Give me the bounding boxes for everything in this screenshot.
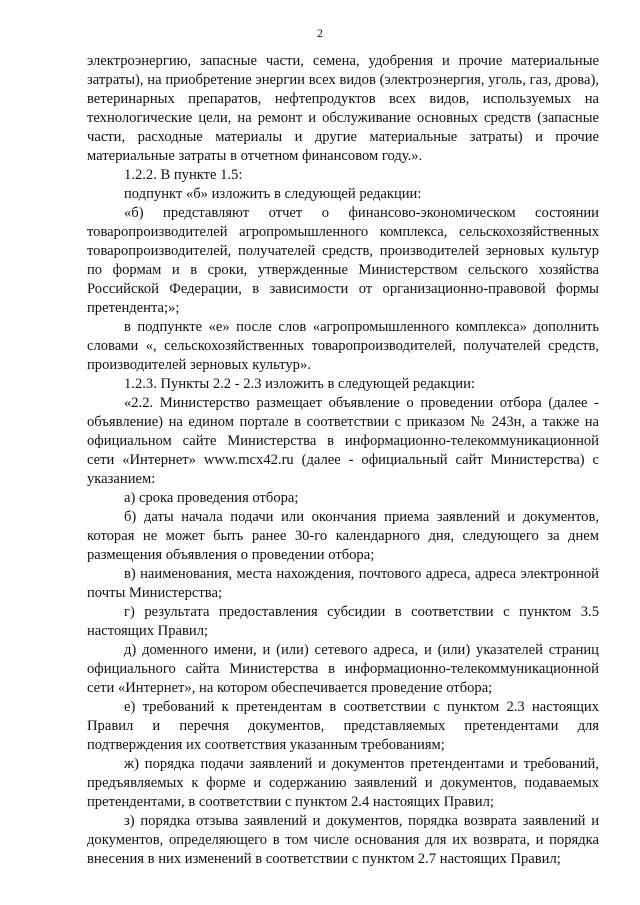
document-body [87, 52, 599, 869]
paragraph: г) результата предоставления субсидии в соответствии с пунктом 3.5 настоящих Правил; [87, 604, 599, 639]
paragraph: ж) порядка подачи заявлений и документов претендентами и требований, предъявляемых к форме и содержанию заявлений и документов, подаваемых претендентами, в соответствии с пунктом 2.4 настоящих Правил; [87, 756, 599, 810]
paragraph: «2.2. Министерство размещает объявление о проведении отбора (далее - объявление) на едином портале в соответствии с приказом № 243н, а также на официальном сайте Министерства в информационно-телекоммуникационной сети «Интернет» www.mcx42.ru (далее - официальный сайт Министерства) с указанием: [87, 395, 599, 487]
paragraph: 1.2.3. Пункты 2.2 - 2.3 изложить в следующей редакции: [124, 376, 475, 392]
page-number: 2 [317, 26, 323, 40]
paragraph: е) требований к претендентам в соответствии с пунктом 2.3 настоящих Правил и перечня документов, представляемых претендентами для подтверждения их соответствия указанным требованиям; [87, 699, 599, 753]
paragraph: а) срока проведения отбора; [124, 490, 299, 506]
paragraph: подпункт «б» изложить в следующей редакции: [124, 186, 422, 202]
paragraph: з) порядка отзыва заявлений и документов, порядка возврата заявлений и документов, определяющего в том числе основания для их возврата, и порядка внесения в них изменений в соответствии с пунктом 2.7 настоящих Правил; [87, 813, 599, 867]
paragraph: д) доменного имени, и (или) сетевого адреса, и (или) указателей страниц официального сайта Министерства в информационно-телекоммуникационной сети «Интернет», на котором обеспечивается проведение отбора; [87, 642, 599, 696]
paragraph: б) даты начала подачи или окончания приема заявлений и документов, которая не может быть ранее 30-го календарного дня, следующего за днем размещения объявления о проведении отбора; [87, 509, 599, 563]
paragraph: 1.2.2. В пункте 1.5: [124, 167, 243, 183]
paragraph: «б) представляют отчет о финансово-экономическом состоянии товаропроизводителей агропромышленного комплекса, сельскохозяйственных товаропроизводителей, получателей средств, производителей зерновых культур по формам и в сроки, утвержденные Министерством сельского хозяйства Российской Федерации, в зависимости от организационно-правовой формы претендента;»; [87, 205, 599, 316]
paragraph: электроэнергию, запасные части, семена, удобрения и прочие материальные затраты), на приобретение энергии всех видов (электроэнергия, уголь, газ, дрова), ветеринарных препаратов, нефтепродуктов всех видов, используемых на технологические цели, на ремонт и обслуживание основных средств (запасные части, расходные материалы и другие материальные затраты) и прочие материальные затраты в отчетном финансовом году.». [87, 53, 599, 164]
paragraph: в) наименования, места нахождения, почтового адреса, адреса электронной почты Министерства; [87, 566, 599, 601]
paragraph: в подпункте «е» после слов «агропромышленного комплекса» дополнить словами «, сельскохозяйственных товаропроизводителей, получателей средств, производителей зерновых культур». [87, 319, 599, 373]
